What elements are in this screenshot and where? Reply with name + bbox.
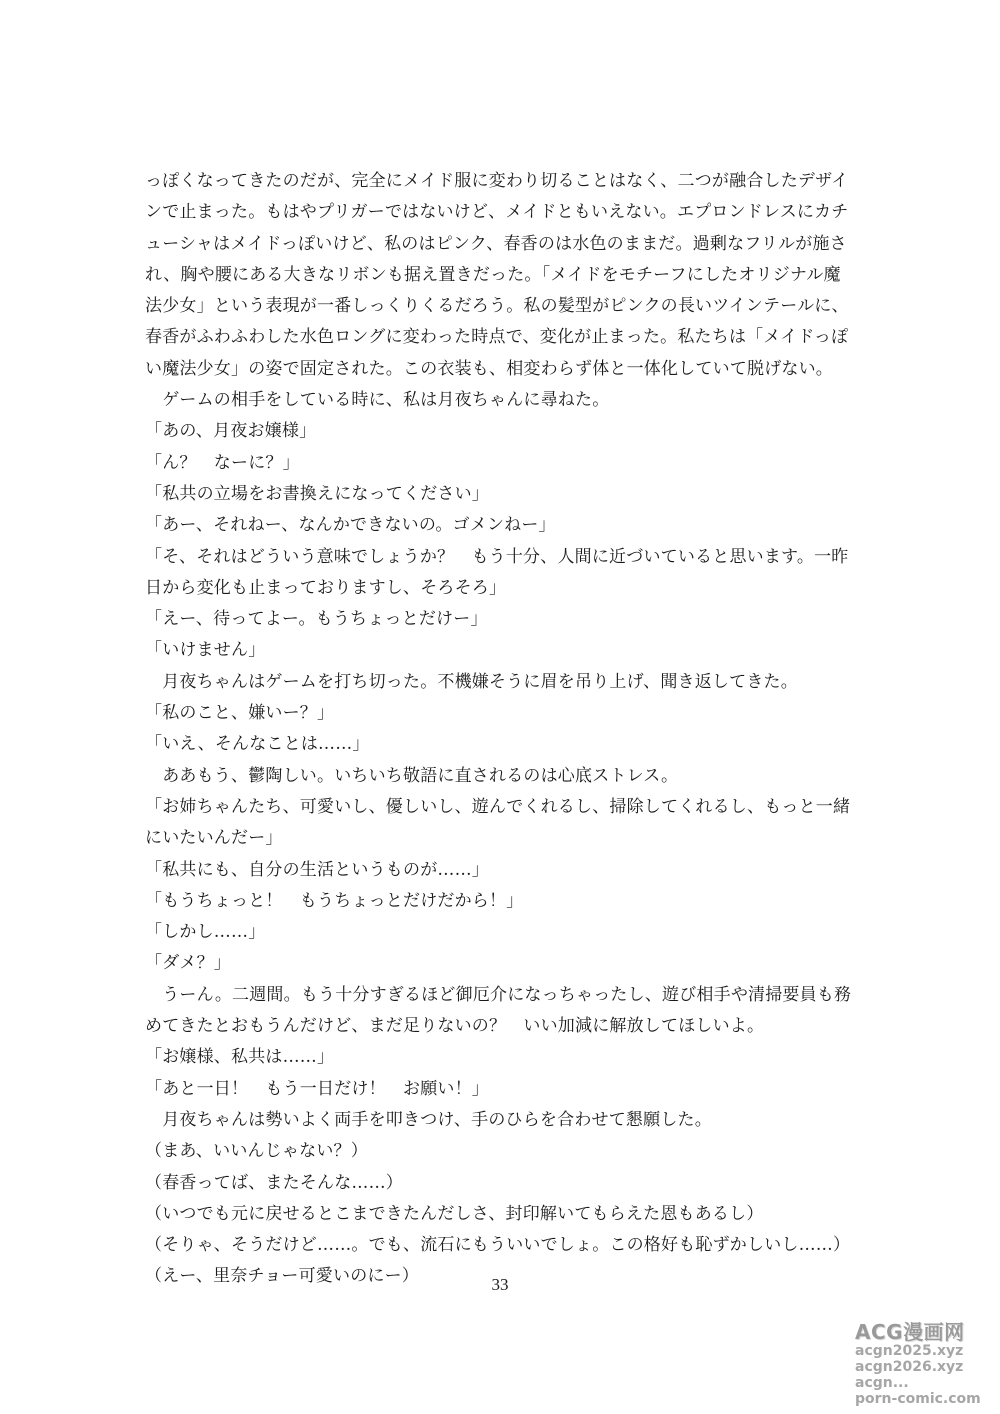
- watermark-url: acgn2026.xyz: [855, 1359, 964, 1375]
- text-line: （えー、里奈チョー可愛いのにー）: [145, 1266, 420, 1287]
- text-line: （いつでも元に戻せるとこまできたんだしさ、封印解いてもらえた恩もあるし）: [145, 1203, 764, 1224]
- watermark-url: acgn2025.xyz: [855, 1343, 964, 1359]
- text-line: 月夜ちゃんは勢いよく両手を叩きつけ、手のひらを合わせて懇願した。: [145, 1109, 712, 1130]
- text-line: れ、胸や腰にある大きなリボンも据え置きだった。「メイドをモチーフにしたオリジナル魔: [145, 264, 841, 285]
- text-line: にいたいんだー」: [145, 828, 283, 849]
- text-line: 「私のこと、嫌いー？」: [145, 703, 335, 724]
- text-line: 「私共にも、自分の生活というものが……」: [145, 859, 489, 880]
- text-line: うーん。二週間。もう十分すぎるほど御厄介になっちゃったし、遊び相手や清掃要員も務: [145, 984, 852, 1005]
- text-line: 日から変化も止まっておりますし、そろそろ」: [145, 577, 507, 598]
- text-line: 月夜ちゃんはゲームを打ち切った。不機嫌そうに眉を吊り上げ、聞き返してきた。: [145, 671, 798, 692]
- text-line: 「私共の立場をお書換えになってください」: [145, 483, 489, 504]
- text-line: 「いえ、そんなことは……」: [145, 734, 370, 755]
- text-line: （そりゃ、そうだけど……。でも、流石にもういいでしょ。この格好も恥ずかしいし……）: [145, 1235, 851, 1256]
- text-line: 「そ、それはどういう意味でしょうか？ もう十分、人間に近づいていると思います。一昨: [145, 546, 849, 567]
- watermark-url: acgn...: [855, 1375, 909, 1391]
- text-line: 「しかし……」: [145, 922, 266, 943]
- text-line: 「あと一日！ もう一日だけ！ お願い！」: [145, 1078, 489, 1099]
- watermark: [855, 1322, 993, 1406]
- text-line: 「お嬢様、私共は……」: [145, 1047, 335, 1068]
- text-line: 春香がふわふわした水色ロングに変わった時点で、変化が止まった。私たちは「メイドっぽ: [145, 327, 849, 348]
- text-line: 「えー、待ってよー。もうちょっとだけー」: [145, 609, 488, 630]
- page-number: 33: [491, 1275, 509, 1294]
- text-line: （春香ってば、またそんな……）: [145, 1172, 403, 1193]
- text-line: 「あの、月夜お嬢様」: [145, 421, 317, 442]
- body-text: [145, 166, 860, 1293]
- watermark-url: porn-comic.com: [855, 1391, 981, 1407]
- text-line: ューシャはメイドっぽいけど、私のはピンク、春香のは水色のままだ。過剰なフリルが施さ: [145, 233, 847, 254]
- text-line: 「もうちょっと！ もうちょっとだけだから！」: [145, 890, 524, 911]
- text-line: い魔法少女」の姿で固定された。この衣装も、相変わらず体と一体化していて脱げない。: [145, 358, 833, 379]
- text-line: 「いけません」: [145, 640, 266, 661]
- text-line: ゲームの相手をしている時に、私は月夜ちゃんに尋ねた。: [145, 390, 610, 411]
- text-line: 「あー、それねー、なんかできないの。ゴメンねー」: [145, 515, 556, 536]
- watermark-logo: ACG漫画网: [855, 1320, 965, 1344]
- text-line: っぽくなってきたのだが、完全にメイド服に変わり切ることはなく、二つが融合したデザイ: [145, 171, 849, 191]
- text-line: 「お姉ちゃんたち、可愛いし、優しいし、遊んでくれるし、掃除してくれるし、もっと一緒: [145, 796, 851, 817]
- text-line: めてきたとおもうんだけど、まだ足りないの？ いい加減に解放してほしいよ。: [145, 1016, 765, 1037]
- text-line: 「ダメ？」: [145, 953, 231, 974]
- text-line: （まあ、いいんじゃない？）: [145, 1141, 368, 1162]
- text-line: 法少女」という表現が一番しっくりくるだろう。私の髪型がピンクの長いツインテールに、: [145, 296, 849, 317]
- text-line: ああもう、鬱陶しい。いちいち敬語に直されるのは心底ストレス。: [145, 765, 679, 786]
- text-line: ンで止まった。もはやプリガーではないけど、メイドともいえない。エプロンドレスにカチ: [145, 202, 849, 223]
- text-line: 「ん？ なーに？」: [145, 452, 300, 473]
